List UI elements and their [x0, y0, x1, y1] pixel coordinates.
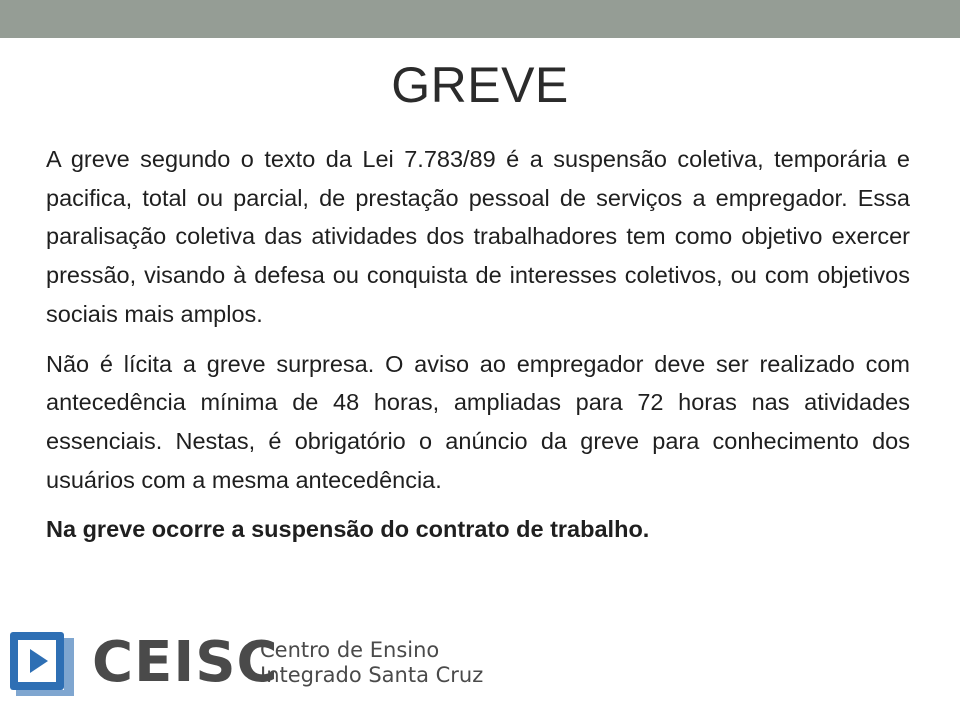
top-bar: [0, 0, 960, 38]
paragraph-definition: A greve segundo o texto da Lei 7.783/89 é a suspensão coletiva, temporária e pacifica, total ou parcial, de prestação pessoal de serviços a empregador. Essa paralisação coletiva das atividades dos trabalhadores tem como objetivo exercer pressão, visando à defesa ou conquista de interesses coletivos, ou com objetivos sociais mais amplos.: [46, 146, 910, 327]
slide-body: [46, 140, 910, 549]
logo-subtitle-line-2: Integrado Santa Cruz: [260, 663, 484, 687]
logo-subtitle-line-1: Centro de Ensino: [260, 638, 440, 662]
paragraph-conclusion: Na greve ocorre a suspensão do contrato de trabalho.: [46, 516, 650, 543]
logo-subtitle: [260, 638, 483, 688]
slide-title: GREVE: [391, 57, 569, 113]
play-book-icon: [8, 628, 78, 698]
paragraph-notice: Não é lícita a greve surpresa. O aviso ao empregador deve ser realizado com antecedência mínima de 48 horas, ampliadas para 72 horas nas atividades essenciais. Nestas, é obrigatório o anúncio da greve para conhecimento dos usuários com a mesma antecedência.: [46, 350, 910, 493]
ceisc-logo: [8, 628, 484, 698]
logo-brand: CEISC: [92, 630, 279, 695]
